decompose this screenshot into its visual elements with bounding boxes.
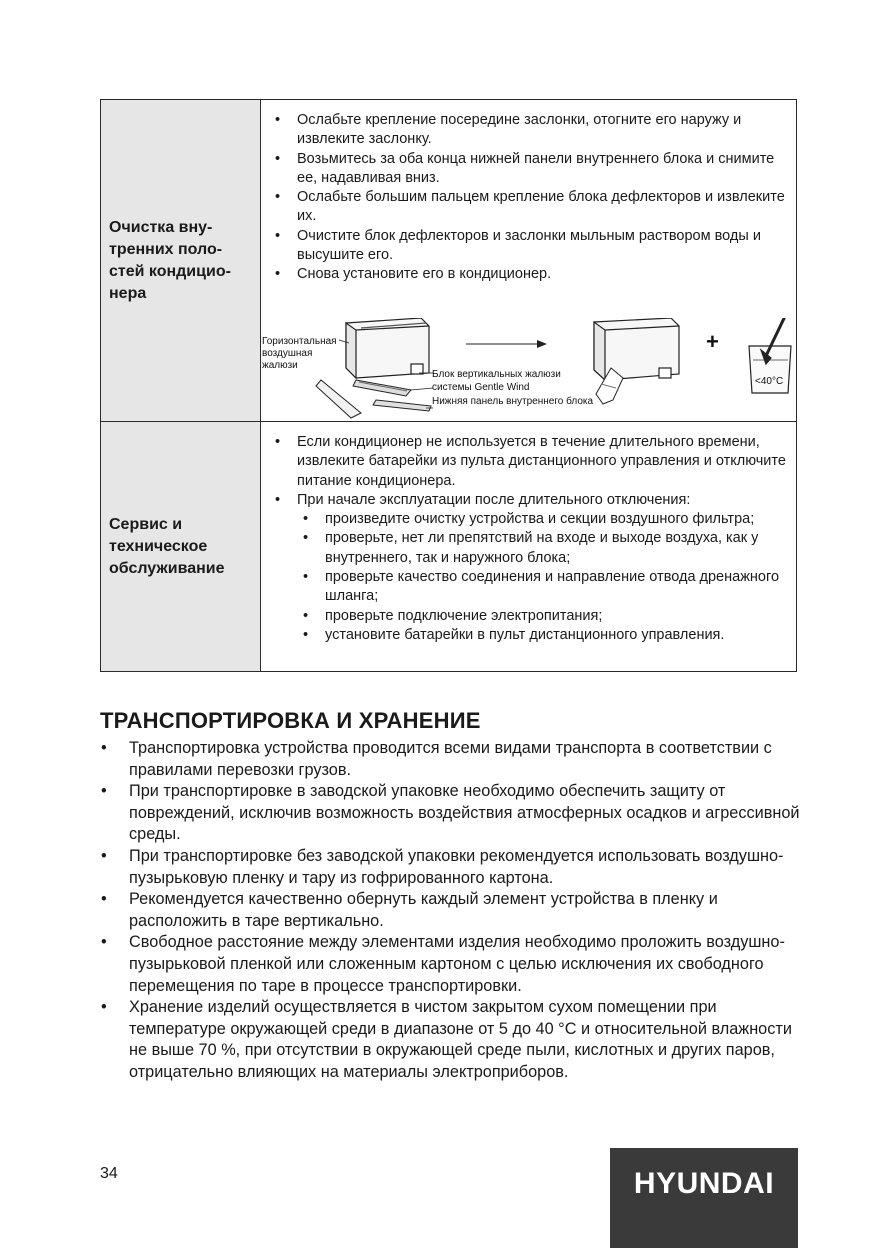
transport-storage-list [100,738,800,1084]
bullet-icon: • [275,227,281,244]
list-item: • Ослабьте крепление посередине заслонки, отогните его наружу и извлеките заслонку. [275,112,742,148]
row-label [109,217,231,305]
bullet-icon: • [101,782,107,801]
list-item: • Рекомендуется качественно обернуть каждый элемент устройства в пленку и расположить в таре вертикально. [101,890,718,930]
label-line: нера [109,284,147,302]
row-content-cell [261,100,796,421]
list-item: • произведите очистку устройства и секции воздушного фильтра; [271,510,788,529]
bullet-icon: • [275,491,281,508]
brand-name: HYUNDAI [633,1167,775,1200]
cleaning-illustration [261,318,797,422]
bullet-icon: • [275,112,281,128]
label-horizontal-louver: Горизонтальная [262,336,337,347]
louver-parts-icon [316,380,431,418]
bullet-icon: • [303,530,309,547]
service-steps-list [271,433,788,510]
list-item: • Снова установите его в кондиционер. [271,265,788,284]
label-line: Очистка вну- [109,218,213,236]
label-line: Сервис и [109,515,183,533]
page-number: 34 [100,1165,118,1182]
row-content-cell [261,422,796,671]
label-line: техническое [109,537,208,555]
list-item: • Ослабьте большим пальцем крепление блока дефлекторов и извлеките их. [275,189,785,225]
label-line: тренних поло- [109,240,223,258]
list-item: • установите батарейки в пульт дистанционного управления. [271,626,788,645]
bullet-icon: • [101,998,107,1017]
list-item: • При транспортировке в заводской упаковке необходимо обеспечить защиту от повреждений, исключив возможность воздействия атмосферных осадков и агрессивной среды. [101,782,800,844]
list-item: • Очистите блок дефлекторов и заслонки мыльным раствором воды и высушите его. [275,227,761,264]
cleaning-diagram [261,318,797,422]
temperature-label: <40°C [755,376,784,387]
list-item: • Возьмитесь за оба конца нижней панели внутреннего блока и снимите ее, надавливая вниз. [275,150,775,186]
bullet-icon: • [101,890,107,909]
maintenance-table [100,99,797,672]
bullet-icon: • [303,511,309,528]
row-label-cell [101,100,261,421]
row-label-cell [101,422,261,671]
bullet-icon: • [303,607,309,624]
brand-logo [610,1148,798,1248]
bullet-icon: • [303,569,309,586]
label-horizontal-louver: воздушная [262,348,313,359]
bullet-icon: • [275,150,281,167]
label-vertical-louver: Блок вертикальных жалюзи [432,369,561,380]
indoor-unit-icon [346,318,429,378]
bullet-icon: • [275,189,281,206]
list-item: • проверьте качество соединения и направление отвода дренажного шланга; [303,569,780,605]
service-substeps-list [271,510,788,645]
section-title: ТРАНСПОРТИРОВКА И ХРАНЕНИЕ [100,708,481,733]
bullet-icon: • [275,266,281,283]
list-item: • проверьте, нет ли препятствий на входе и выходе воздуха, как у внутреннего, так и наружного блока; [303,530,759,566]
list-item: • проверьте подключение электропитания; [271,607,788,626]
label-bottom-panel: Нижняя панель внутреннего блока [432,396,594,407]
plus-sign: + [706,329,719,354]
bullet-icon: • [275,434,281,450]
label-horizontal-louver: жалюзи [262,360,298,371]
indoor-unit-icon [594,318,679,380]
bullet-icon: • [101,739,107,757]
table-row [101,100,796,422]
label-line: стей кондицио- [109,262,231,280]
label-line: обслуживание [109,559,225,577]
arrow-right-icon [466,340,547,348]
bullet-icon: • [303,626,309,643]
list-item: • При транспортировке без заводской упаковки рекомендуется использовать воздушно-пузырьковую пленку и тару из гофрированного картона. [101,846,784,887]
cleaning-steps-list [271,111,788,285]
list-item: • Свободное расстояние между элементами изделия необходимо проложить воздушно-пузырьковой пленкой или сложенным картоном с целью исключения их свободного перемещения по таре в процессе транспортировки. [101,933,785,995]
label-vertical-louver: системы Gentle Wind [432,382,530,393]
row-label [109,514,225,580]
list-item: • Хранение изделий осуществляется в чистом закрытом сухом помещении при температуре окружающей среди в диапазоне от 5 до 40 °C и относительной влажности не выше 70 %, при отсутствии в окружающей среде пыли, кислотных и других паров, отрицательно влияющих на материалы электроприборов. [101,998,792,1081]
bullet-icon: • [101,933,107,952]
list-item: • Если кондиционер не используется в течение длительного времени, извлеките батарейки из пульта дистанционного управления и отключите питание кондиционера. [275,434,786,489]
table-row [101,422,796,671]
bullet-icon: • [101,846,107,865]
list-item: • Транспортировка устройства проводится всеми видами транспорта в соответствии с правилами перевозки грузов. [101,739,772,779]
list-item: • При начале эксплуатации после длительного отключения: [271,491,788,510]
